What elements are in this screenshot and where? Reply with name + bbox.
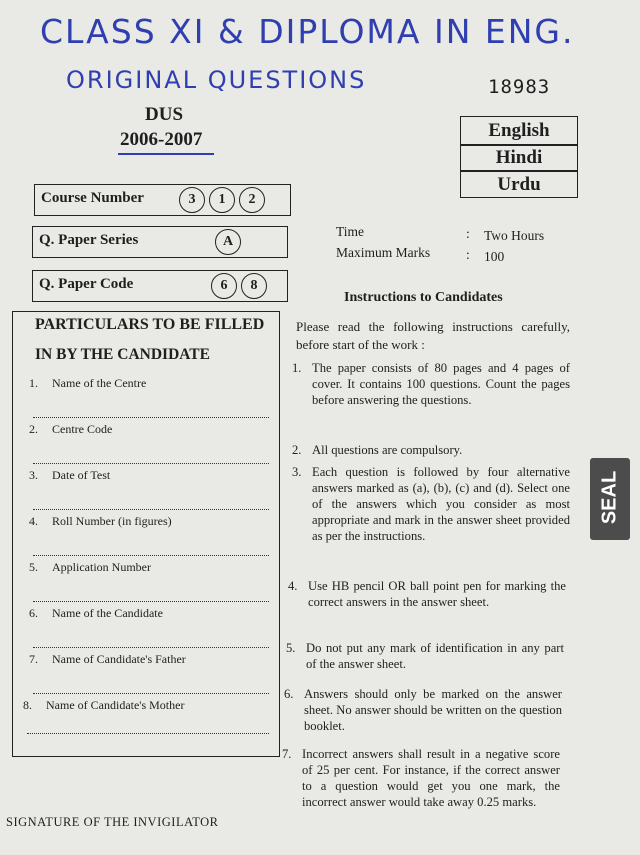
course-digit: 3 xyxy=(179,187,205,213)
language-box-urdu xyxy=(460,171,578,198)
seal-tab xyxy=(590,458,630,540)
course-digit: 1 xyxy=(209,187,235,213)
particulars-title-line2: IN BY THE CANDIDATE xyxy=(35,346,210,363)
code-digit: 8 xyxy=(241,273,267,299)
field-roll-number xyxy=(29,512,269,558)
instruction-number: 7. xyxy=(282,747,292,761)
paper-series-box xyxy=(32,226,288,258)
field-application-number xyxy=(29,558,269,604)
field-label: Name of the Centre xyxy=(52,376,147,390)
instruction-number: 3. xyxy=(292,465,302,479)
time-label: Time xyxy=(336,224,365,239)
course-digit: 2 xyxy=(239,187,265,213)
field-label: Date of Test xyxy=(52,468,111,482)
field-number: 8. xyxy=(23,698,32,712)
course-number-box xyxy=(34,184,291,216)
field-input-line[interactable] xyxy=(33,416,269,418)
language-hindi: Hindi xyxy=(495,147,543,168)
instruction-item xyxy=(282,746,568,836)
instruction-number: 4. xyxy=(288,579,298,593)
field-label: Name of the Candidate xyxy=(52,606,163,620)
instruction-number: 6. xyxy=(284,687,294,701)
particulars-title-line1: PARTICULARS TO BE FILLED xyxy=(35,316,265,333)
code-digit: 6 xyxy=(211,273,237,299)
seal-label: SEAL xyxy=(598,470,621,525)
field-number: 7. xyxy=(29,652,38,666)
field-date-of-test xyxy=(29,466,269,512)
instruction-text: Incorrect answers shall result in a negative score of 25 per cent. For instance, if the correct answer to a question would get you one mark, the incorrect answer would take away 0.25 marks. xyxy=(302,747,560,809)
time-colon: : xyxy=(466,226,470,241)
year-underline xyxy=(118,153,214,155)
field-centre-code xyxy=(29,420,269,466)
handwritten-title: CLASS XI & DIPLOMA IN ENG. xyxy=(40,12,575,51)
paper-code-label: Q. Paper Code xyxy=(39,276,134,292)
paper-series-label: Q. Paper Series xyxy=(39,232,139,248)
instruction-number: 2. xyxy=(292,443,302,457)
booklet-number: 18983 xyxy=(488,76,551,98)
instruction-text: Each question is followed by four alternative answers marked as (a), (b), (c) and (d). Select one of the answers which you consider as most appropriate and mark in the answer sheet provided as per the instructions. xyxy=(312,465,570,543)
field-input-line[interactable] xyxy=(27,732,269,734)
field-father-name xyxy=(29,650,269,696)
instruction-item xyxy=(292,360,572,432)
session-year: 2006-2007 xyxy=(120,129,203,150)
paper-code-box xyxy=(32,270,288,302)
instruction-text: The paper consists of 80 pages and 4 pages of cover. It contains 100 questions. Count the pages before answering the questions. xyxy=(312,361,570,407)
field-label: Application Number xyxy=(52,560,151,574)
marks-colon: : xyxy=(466,247,470,262)
language-box-hindi xyxy=(460,145,578,171)
field-number: 4. xyxy=(29,514,38,528)
instruction-text: Answers should only be marked on the answer sheet. No answer should be written on the question booklet. xyxy=(304,687,562,733)
language-box-english xyxy=(460,116,578,145)
course-number-label: Course Number xyxy=(41,190,144,206)
language-urdu: Urdu xyxy=(497,174,541,195)
instructions-intro: Please read the following instructions carefully, before start of the work : xyxy=(296,319,570,352)
handwritten-subtitle: ORIGINAL QUESTIONS xyxy=(66,66,367,94)
field-input-line[interactable] xyxy=(33,508,269,510)
field-label: Name of Candidate's Mother xyxy=(46,698,185,712)
field-input-line[interactable] xyxy=(33,462,269,464)
time-value: Two Hours xyxy=(484,228,545,243)
field-number: 2. xyxy=(29,422,38,436)
marks-label: Maximum Marks xyxy=(336,245,431,260)
field-number: 6. xyxy=(29,606,38,620)
field-input-line[interactable] xyxy=(33,554,269,556)
invigilator-signature-label: SIGNATURE OF THE INVIGILATOR xyxy=(6,815,219,829)
field-candidate-name xyxy=(29,604,269,650)
marks-value: 100 xyxy=(484,249,505,264)
field-input-line[interactable] xyxy=(33,692,269,694)
field-label: Roll Number (in figures) xyxy=(52,514,172,528)
instruction-item xyxy=(286,640,570,676)
field-label: Centre Code xyxy=(52,422,113,436)
instruction-item xyxy=(284,686,568,740)
field-input-line[interactable] xyxy=(33,646,269,648)
series-letter: A xyxy=(215,229,241,255)
instruction-text: Use HB pencil OR ball point pen for marking the correct answers in the answer sheet. xyxy=(308,579,566,609)
particulars-box xyxy=(12,311,280,757)
instruction-item xyxy=(288,578,572,632)
instruction-item xyxy=(292,464,572,572)
instruction-number: 1. xyxy=(292,361,302,375)
field-number: 1. xyxy=(29,376,38,390)
language-english: English xyxy=(488,120,550,141)
field-number: 3. xyxy=(29,468,38,482)
field-input-line[interactable] xyxy=(33,600,269,602)
field-label: Name of Candidate's Father xyxy=(52,652,186,666)
instruction-item xyxy=(292,442,572,460)
field-mother-name xyxy=(23,696,269,742)
instruction-number: 5. xyxy=(286,641,296,655)
instruction-text: All questions are compulsory. xyxy=(312,443,463,457)
instruction-text: Do not put any mark of identification in any part of the answer sheet. xyxy=(306,641,564,671)
field-number: 5. xyxy=(29,560,38,574)
instructions-heading: Instructions to Candidates xyxy=(344,290,503,305)
field-centre-name xyxy=(29,374,269,420)
dus-label: DUS xyxy=(145,104,184,125)
